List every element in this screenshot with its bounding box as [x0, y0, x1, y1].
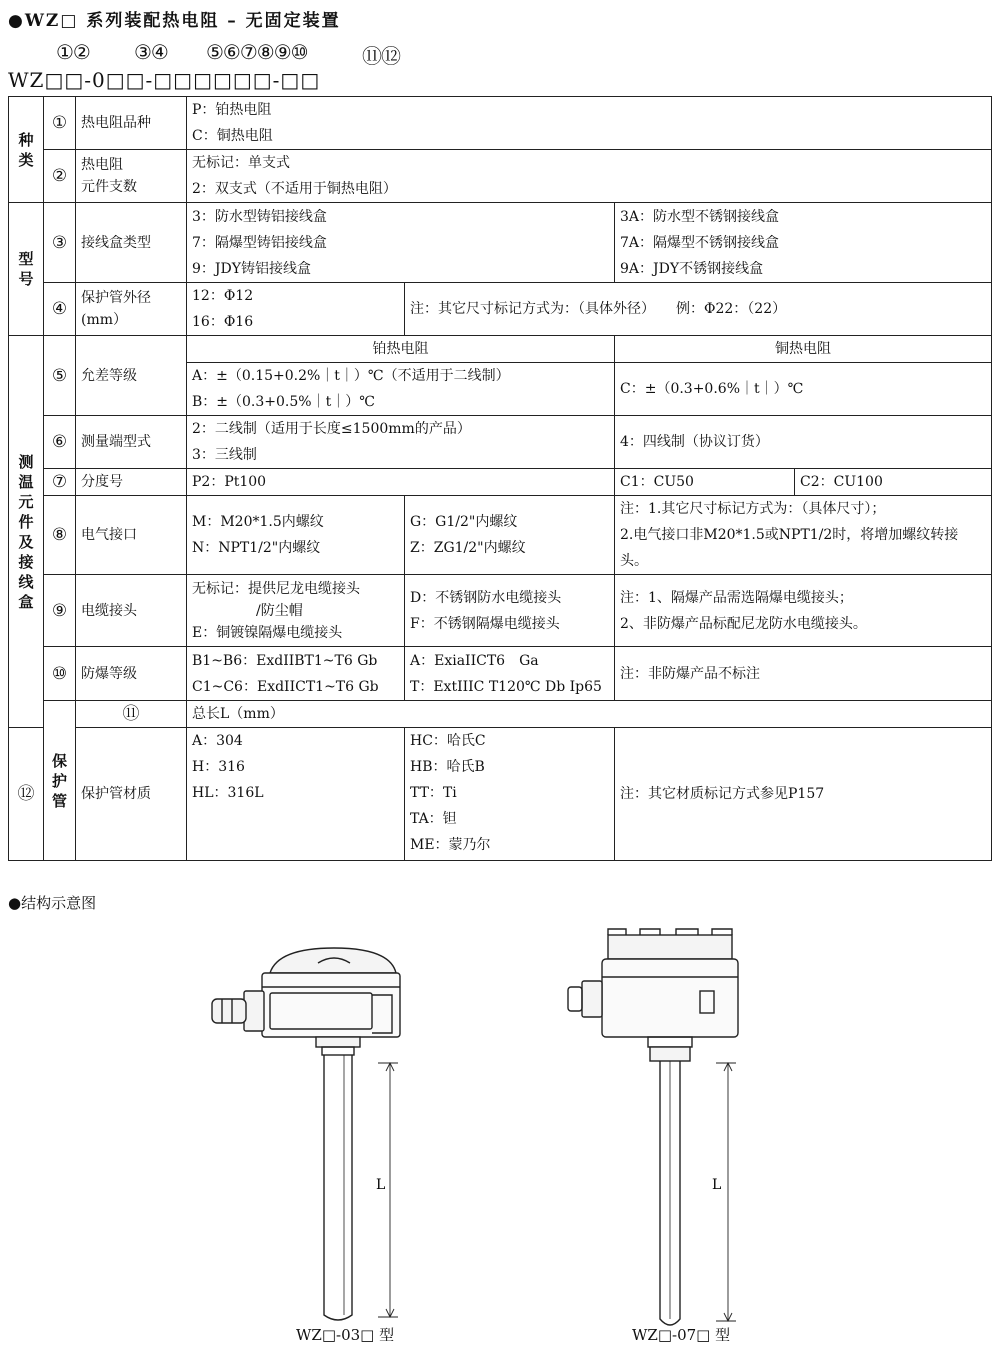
row-number: ⑤	[44, 336, 76, 416]
row-label: 总长L（mm）	[187, 701, 992, 728]
row-values: B1~B6：ExdIIBT1~T6 Gb C1~C6：ExdIICT1~T6 Gb	[187, 647, 405, 701]
row-values-alt: 3A：防水型不锈钢接线盒 7A：隔爆型不锈钢接线盒 9A：JDY不锈钢接线盒	[615, 203, 992, 283]
category-protection-tube: 保护管	[44, 701, 76, 861]
row-number: ⑦	[44, 469, 76, 496]
row-note: 注：非防爆产品不标注	[615, 647, 992, 701]
model-03-drawing	[212, 948, 400, 1320]
row-values-alt: G：G1/2"内螺纹 Z：ZG1/2"内螺纹	[405, 496, 615, 575]
dimension-label-right: L	[712, 1177, 722, 1193]
row-note: 注：其它尺寸标记方式为：（具体外径） 例：Φ22：（22）	[405, 283, 992, 336]
row-label: 测量端型式	[76, 416, 187, 469]
row-values-alt: A：ExiaIICT6 Ga T：ExtIIIC T120℃ Db Ip65	[405, 647, 615, 701]
category-model: 型号	[9, 203, 44, 336]
row-values: P：铂热电阻 C：铜热电阻	[187, 97, 992, 150]
row-number: ⑪	[76, 701, 187, 728]
row-label: 电气接口	[76, 496, 187, 575]
code-number-group: ⑪⑫	[362, 44, 400, 68]
row-values: 无标记：单支式 2：双支式（不适用于铜热电阻）	[187, 150, 992, 203]
code-number-group: ①②	[56, 40, 90, 64]
row-values: 2：二线制（适用于长度≤1500mm的产品） 3：三线制	[187, 416, 615, 469]
row-number: ⑩	[44, 647, 76, 701]
row-label: 防爆等级	[76, 647, 187, 701]
row-values-alt: HC：哈氏C HB：哈氏B TT：Ti TA：钽 ME：蒙乃尔	[405, 728, 615, 861]
header-platinum: 铂热电阻	[187, 336, 615, 363]
row-label: 电缆接头	[76, 575, 187, 647]
caption-model-07: WZ□-07□ 型	[632, 1326, 731, 1344]
model-07-drawing	[568, 929, 738, 1325]
row-number: ⑨	[44, 575, 76, 647]
row-values-c1: C1：CU50	[615, 469, 795, 496]
row-values: M：M20*1.5内螺纹 N：NPT1/2"内螺纹	[187, 496, 405, 575]
row-values: A：304 H：316 HL：316L	[187, 728, 405, 861]
row-number: ③	[44, 203, 76, 283]
row-label: 热电阻 元件支数	[76, 150, 187, 203]
row-values-alt: 4：四线制（协议订货）	[615, 416, 992, 469]
structure-diagram	[0, 915, 1000, 1351]
row-values-alt: D：不锈钢防水电缆接头 F：不锈钢隔爆电缆接头	[405, 575, 615, 647]
row-note: 注：1、隔爆产品需选隔爆电缆接头； 2、非防爆产品标配尼龙防水电缆接头。	[615, 575, 992, 647]
caption-model-03: WZ□-03□ 型	[296, 1326, 395, 1344]
row-number: ①	[44, 97, 76, 150]
row-number: ⑧	[44, 496, 76, 575]
structure-section-title: ●结构示意图	[8, 894, 97, 912]
row-number: ⑥	[44, 416, 76, 469]
model-code: WZ□□-0□□-□□□□□□-□□	[8, 68, 321, 92]
row-number: ②	[44, 150, 76, 203]
row-values: P2：Pt100	[187, 469, 615, 496]
page-title: ●WZ□ 系列装配热电阻 – 无固定装置	[8, 11, 341, 31]
row-note: 注：1.其它尺寸标记方式为：（具体尺寸）； 2.电气接口非M20*1.5或NPT1/2时，将增加螺纹转接头。	[615, 496, 992, 575]
header-copper: 铜热电阻	[615, 336, 992, 363]
row-label: 保护管外径 (mm）	[76, 283, 187, 336]
dimension-label-left: L	[376, 1177, 386, 1193]
row-values: 无标记：提供尼龙电缆接头 /防尘帽 E：铜镀镍隔爆电缆接头	[187, 575, 405, 647]
row-values: 3：防水型铸铝接线盒 7：隔爆型铸铝接线盒 9：JDY铸铝接线盒	[187, 203, 615, 283]
code-number-group: ③④	[134, 40, 168, 64]
row-number: ⑫	[9, 728, 44, 861]
category-type: 种类	[9, 97, 44, 203]
row-note: 注：其它材质标记方式参见P157	[615, 728, 992, 861]
category-element-box: 测温元件及接线盒	[9, 336, 44, 728]
row-label: 热电阻品种	[76, 97, 187, 150]
row-label: 允差等级	[76, 336, 187, 416]
row-label: 分度号	[76, 469, 187, 496]
row-values-c2: C2：CU100	[795, 469, 992, 496]
spec-table	[8, 96, 992, 861]
code-number-group: ⑤⑥⑦⑧⑨⑩	[206, 40, 308, 64]
row-number: ④	[44, 283, 76, 336]
row-label: 保护管材质	[76, 728, 187, 861]
row-label: 接线盒类型	[76, 203, 187, 283]
tolerance-platinum: A：±（0.15+0.2%｜t｜）℃（不适用于二线制） B：±（0.3+0.5%｜t｜）℃	[187, 363, 615, 416]
tolerance-copper: C：±（0.3+0.6%｜t｜）℃	[615, 363, 992, 416]
row-values: 12：Φ12 16：Φ16	[187, 283, 405, 336]
